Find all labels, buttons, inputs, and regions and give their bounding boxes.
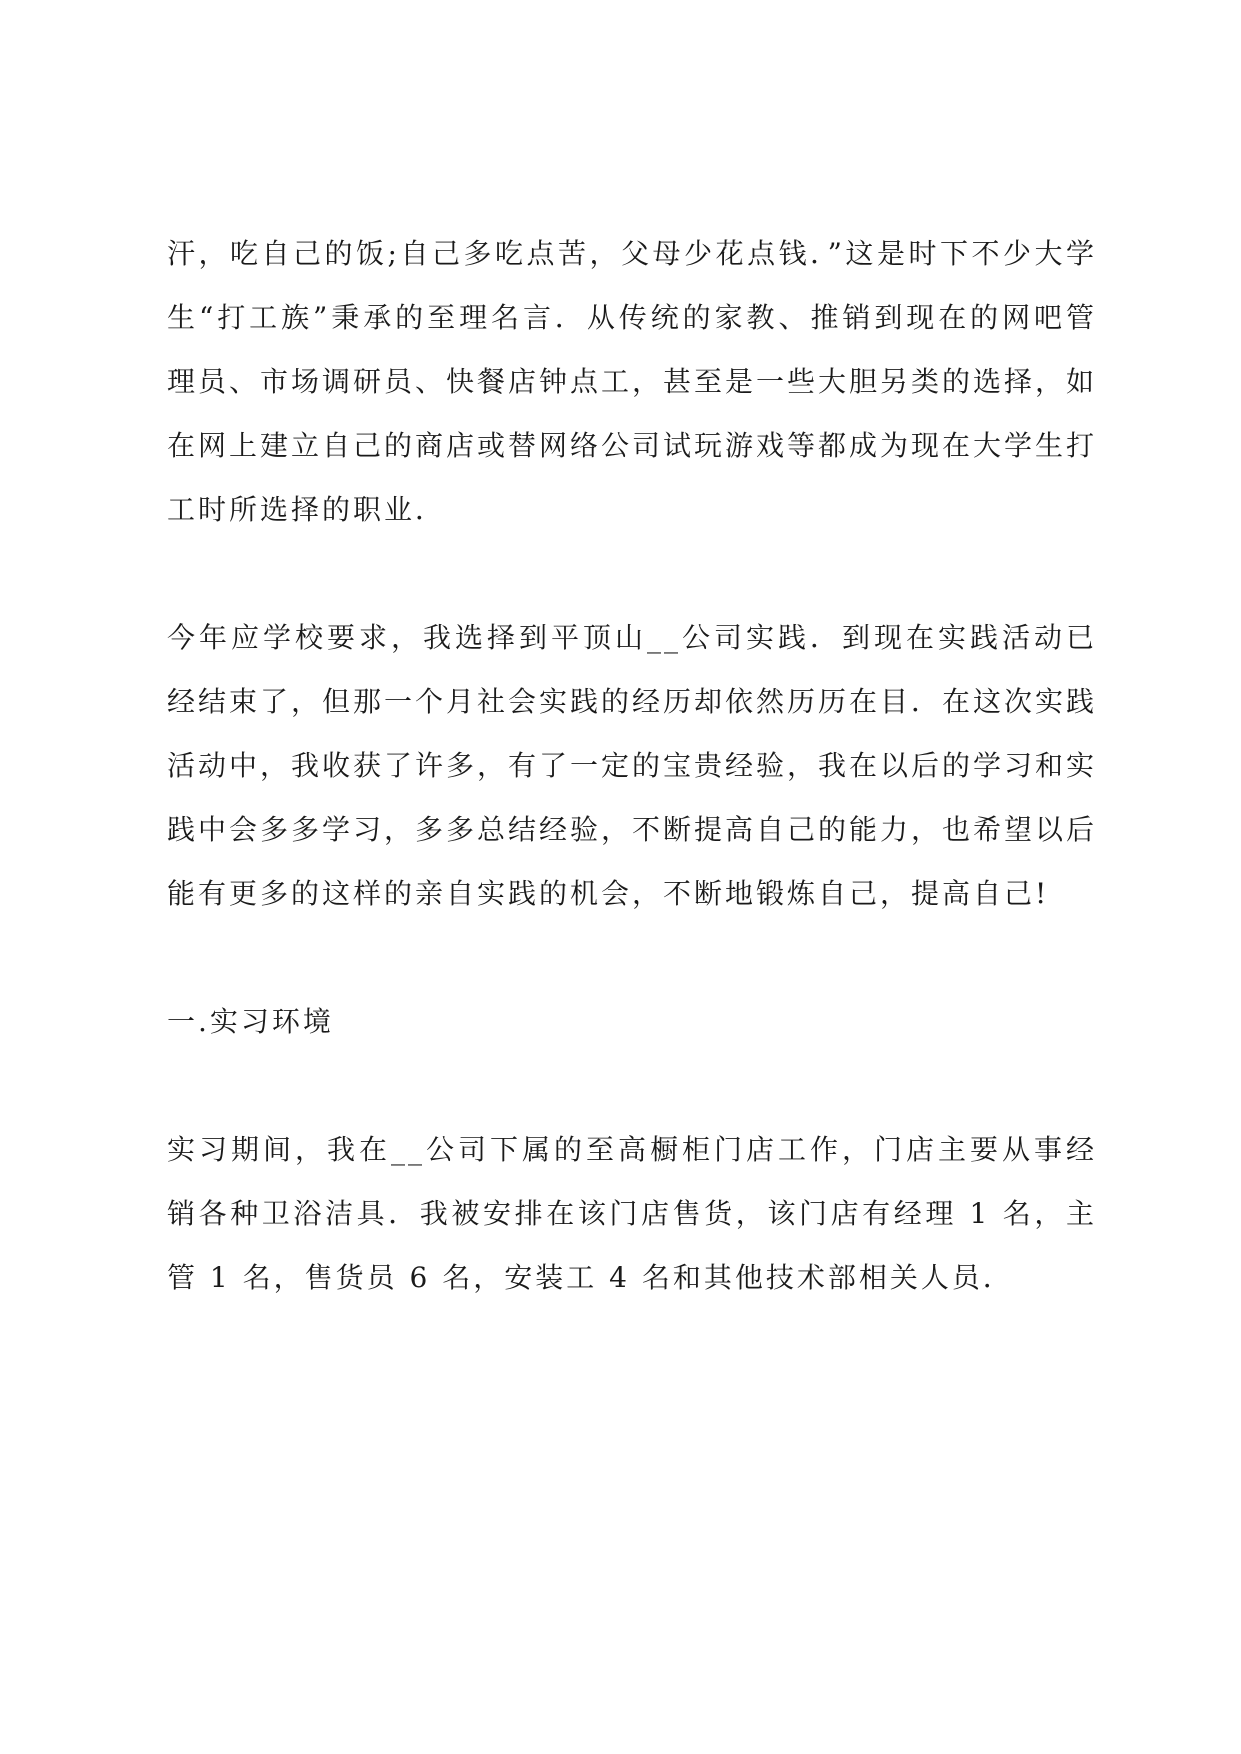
paragraph-intro: 汗，吃自己的饭;自己多吃点苦，父母少花点钱．”这是时下不少大学生“打工族”秉承的至理名言．从传统的家教、推销到现在的网吧管理员、市场调研员、快餐店钟点工，甚至是一些大胆另类的选择，如在网上建立自己的商店或替网络公司试玩游戏等都成为现在大学生打工时所选择的职业． [167, 237, 1098, 526]
paragraph-spacer [167, 926, 1097, 990]
paragraph-spacer [167, 1054, 1097, 1118]
section-heading: 一.实习环境 [167, 1005, 334, 1038]
paragraph-practice: 今年应学校要求，我选择到平顶山__公司实践．到现在实践活动已经结束了，但那一个月社会实践的经历却依然历历在目．在这次实践活动中，我收获了许多，有了一定的宝贵经验，我在以后的学习和实践中会多多学习，多多总结经验，不断提高自己的能力，也希望以后能有更多的这样的亲自实践的机会，不断地锻炼自己，提高自己! [167, 621, 1098, 910]
document-body [167, 222, 1097, 1310]
paragraph-environment: 实习期间，我在__公司下属的至高橱柜门店工作，门店主要从事经销各种卫浴洁具．我被安排在该门店售货，该门店有经理 1 名，主管 1 名，售货员 6 名，安装工 4 名和其他技术部相关人员． [167, 1133, 1097, 1294]
paragraph-spacer [167, 542, 1097, 606]
